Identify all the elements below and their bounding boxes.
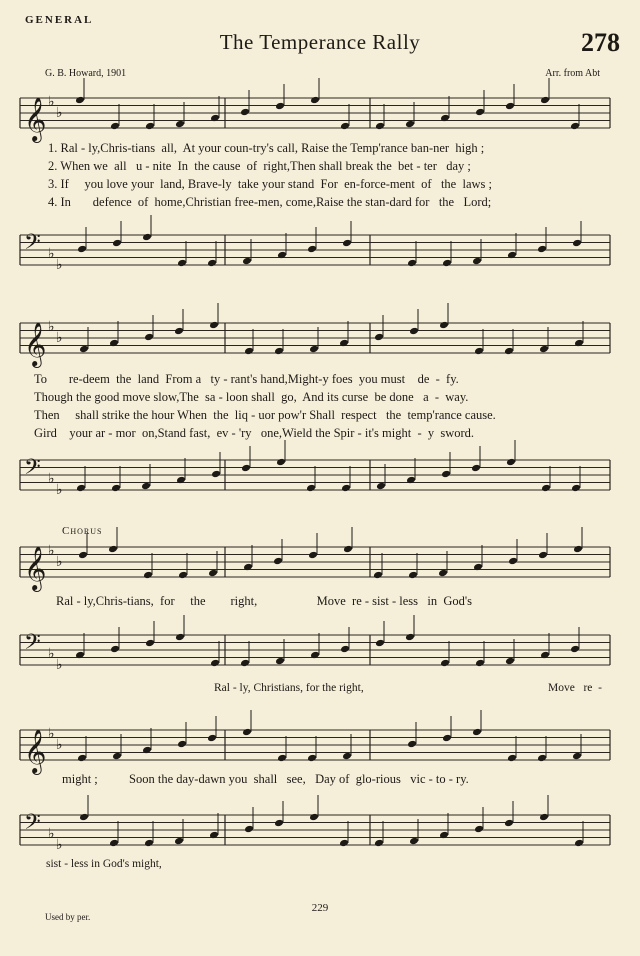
chorus-bass-lyric-1: Ral - ly, Christians, for the right,: [214, 682, 364, 694]
note-head: [472, 257, 482, 266]
note-head: [109, 839, 119, 848]
flat-icon: ♭: [48, 543, 55, 559]
flat-icon: ♭: [56, 837, 63, 853]
note-head: [343, 545, 353, 554]
flat-icon: ♭: [56, 482, 63, 498]
note-head: [472, 728, 482, 737]
note-head: [178, 571, 188, 580]
flat-icon: ♭: [56, 330, 63, 346]
note-head: [505, 657, 515, 666]
note-head: [538, 551, 548, 560]
bass-staff-chorus-2: [0, 805, 640, 865]
note-head: [108, 545, 118, 554]
note-head: [175, 633, 185, 642]
note-head: [504, 819, 514, 828]
note-head: [375, 639, 385, 648]
arranger-credit: Arr. from Abt: [545, 68, 600, 79]
note-head: [339, 839, 349, 848]
treble-clef-icon: 𝄞: [24, 97, 47, 141]
note-head: [306, 484, 316, 493]
flat-icon: ♭: [56, 657, 63, 673]
note-head: [177, 259, 187, 268]
flat-icon: ♭: [48, 646, 55, 662]
treble-clef-icon: 𝄞: [24, 546, 47, 590]
note-head: [537, 754, 547, 763]
note-head: [405, 120, 415, 129]
note-head: [174, 327, 184, 336]
refrain-line-2: Though the good move slow,The sa - loon shall go, And its curse be done a - way.: [34, 390, 469, 404]
note-head: [475, 659, 485, 668]
chorus-label: Chorus: [62, 525, 103, 537]
note-head: [508, 557, 518, 566]
note-head: [474, 347, 484, 356]
note-head: [177, 740, 187, 749]
refrain-line-1: To re-deem the land From a ty - rant's hand,Might-y foes you must de - fy.: [34, 372, 459, 386]
note-head: [375, 122, 385, 131]
note-head: [405, 633, 415, 642]
note-head: [208, 569, 218, 578]
note-head: [307, 754, 317, 763]
note-head: [112, 239, 122, 248]
note-head: [572, 752, 582, 761]
treble-staff-system-2: [0, 313, 640, 373]
note-head: [570, 122, 580, 131]
refrain-line-4: Gird your ar - mor on,Stand fast, ev - 'ry one,Wield the Spir - it's might - y sword.: [34, 426, 475, 440]
note-head: [442, 734, 452, 743]
note-head: [541, 484, 551, 493]
composer-credit: G. B. Howard, 1901: [45, 68, 127, 79]
note-head: [79, 345, 89, 354]
note-head: [143, 571, 153, 580]
note-head: [244, 825, 254, 834]
note-head: [242, 728, 252, 737]
note-head: [310, 96, 320, 105]
flat-icon: ♭: [48, 319, 55, 335]
note-head: [110, 645, 120, 654]
note-head: [308, 551, 318, 560]
note-head: [341, 484, 351, 493]
treble-staff-system-1: [0, 88, 640, 148]
flat-icon: ♭: [48, 246, 55, 262]
hymn-title: The Temperance Rally: [219, 30, 421, 54]
note-head: [210, 659, 220, 668]
note-head: [407, 259, 417, 268]
note-head: [442, 259, 452, 268]
treble-staff-chorus-1: [0, 537, 640, 597]
note-head: [438, 569, 448, 578]
note-head: [145, 122, 155, 131]
note-head: [145, 639, 155, 648]
note-head: [374, 333, 384, 342]
note-head: [475, 108, 485, 117]
flat-icon: ♭: [48, 826, 55, 842]
note-head: [440, 659, 450, 668]
bass-clef-icon: 𝄢: [24, 455, 41, 485]
chorus-treble-lyric-2: might ; Soon the day-dawn you shall see, Day of glo-rious vic - to - ry.: [62, 772, 469, 786]
note-head: [340, 122, 350, 131]
treble-clef-icon: 𝄞: [24, 322, 47, 366]
note-head: [78, 551, 88, 560]
verse-line-3: 3. If you love your land, Brave-ly take your stand For en-force-ment of the laws ;: [48, 177, 492, 191]
flat-icon: ♭: [48, 471, 55, 487]
note-head: [441, 470, 451, 479]
note-head: [211, 470, 221, 479]
chorus-bass-lyric-1-end: Move re -: [548, 682, 602, 694]
bass-clef-icon: 𝄢: [24, 630, 41, 660]
note-head: [570, 645, 580, 654]
flat-icon: ♭: [48, 726, 55, 742]
bass-staff-system-2: [0, 450, 640, 510]
note-head: [309, 813, 319, 822]
note-head: [471, 464, 481, 473]
bass-staff-chorus-1: [0, 625, 640, 685]
note-head: [276, 458, 286, 467]
note-head: [507, 754, 517, 763]
treble-staff-chorus-2: [0, 720, 640, 780]
chorus-bass-lyric-2: sist - less in God's might,: [46, 858, 162, 870]
flat-icon: ♭: [48, 94, 55, 110]
note-head: [408, 571, 418, 580]
note-head: [75, 96, 85, 105]
note-head: [275, 102, 285, 111]
note-head: [277, 754, 287, 763]
note-head: [112, 752, 122, 761]
note-head: [141, 482, 151, 491]
note-head: [574, 839, 584, 848]
note-head: [274, 347, 284, 356]
flat-icon: ♭: [56, 737, 63, 753]
note-head: [439, 321, 449, 330]
note-head: [144, 333, 154, 342]
treble-clef-icon: 𝄞: [24, 729, 47, 773]
hymn-number: 278: [581, 28, 620, 57]
note-head: [571, 484, 581, 493]
note-head: [142, 233, 152, 242]
note-head: [79, 813, 89, 822]
note-head: [244, 347, 254, 356]
note-head: [340, 645, 350, 654]
note-head: [572, 239, 582, 248]
note-head: [474, 825, 484, 834]
note-head: [77, 245, 87, 254]
note-head: [573, 545, 583, 554]
section-label: GENERAL: [25, 14, 94, 26]
flat-icon: ♭: [56, 554, 63, 570]
note-head: [275, 657, 285, 666]
note-head: [307, 245, 317, 254]
note-head: [77, 754, 87, 763]
copyright-credit: Used by per.: [45, 912, 91, 922]
page-number: 229: [311, 902, 329, 914]
bass-clef-icon: 𝄢: [24, 810, 41, 840]
note-head: [342, 752, 352, 761]
note-head: [76, 484, 86, 493]
note-head: [504, 347, 514, 356]
note-head: [207, 734, 217, 743]
note-head: [506, 458, 516, 467]
note-head: [540, 96, 550, 105]
verse-line-1: 1. Ral - ly,Chris-tians all, At your coun-try's call, Raise the Temp'rance ban-ner high ;: [48, 141, 485, 155]
refrain-line-3: Then shall strike the hour When the liq - uor pow'r Shall respect the temp'rance cause.: [34, 408, 496, 422]
note-head: [539, 813, 549, 822]
note-head: [374, 839, 384, 848]
note-head: [174, 837, 184, 846]
flat-icon: ♭: [56, 257, 63, 273]
note-head: [309, 345, 319, 354]
note-head: [207, 259, 217, 268]
bass-clef-icon: 𝄢: [24, 230, 41, 260]
note-head: [111, 484, 121, 493]
note-head: [144, 839, 154, 848]
note-head: [241, 464, 251, 473]
note-head: [175, 120, 185, 129]
note-head: [376, 482, 386, 491]
note-head: [537, 245, 547, 254]
chorus-treble-lyric-1: Ral - ly,Chris-tians, for the right, Move re - sist - less in God's: [56, 594, 472, 608]
note-head: [240, 659, 250, 668]
flat-icon: ♭: [56, 105, 63, 121]
note-head: [409, 327, 419, 336]
note-head: [110, 122, 120, 131]
note-head: [505, 102, 515, 111]
note-head: [274, 819, 284, 828]
note-head: [273, 557, 283, 566]
note-head: [240, 108, 250, 117]
note-head: [539, 345, 549, 354]
verse-line-2: 2. When we all u - nite In the cause of right,Then shall break the bet - ter day ;: [48, 159, 471, 173]
note-head: [342, 239, 352, 248]
note-head: [209, 321, 219, 330]
note-head: [242, 257, 252, 266]
note-head: [409, 837, 419, 846]
note-head: [373, 571, 383, 580]
bass-staff-system-1: [0, 225, 640, 285]
note-head: [407, 740, 417, 749]
verse-line-4: 4. In defence of home,Christian free-men, come,Raise the stan-dard for the Lord;: [48, 195, 492, 209]
